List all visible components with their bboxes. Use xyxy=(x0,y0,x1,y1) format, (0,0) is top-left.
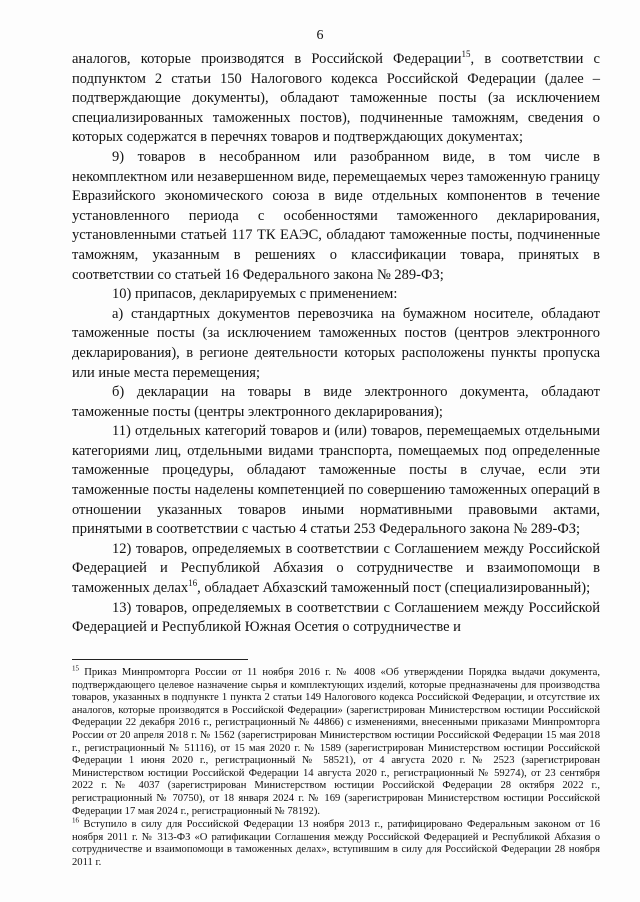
footnote-16 xyxy=(72,816,600,869)
footnote-text: Вступило в силу для Российской Федерации 13 ноября 2013 г., ратифицировано Федеральным законом от 16 ноября 2011 г. № 313-ФЗ «О ратификации Соглашения между Российской Федерацией и Республикой Абхазия о сотрудничестве и взаимопомощи в таможенных делах», вступившим в силу для Российской Федерации 28 ноября 2011 г. xyxy=(72,819,600,868)
paragraph-text-tail: , в соответствии с подпунктом 2 статьи 150 Налогового кодекса Российской Федерации (далее – подтверждающие документы), обладают таможенные посты (за исключением специализированных таможенных постов), подчиненные таможням, сведения о которых содержатся в перечнях товаров и подтверждающих документах; xyxy=(72,51,600,146)
footnote-separator xyxy=(72,659,248,660)
footnotes xyxy=(72,664,600,871)
paragraph-text: аналогов, которые производятся в Российской Федерации xyxy=(72,51,462,67)
footnote-ref-15[interactable]: 15 xyxy=(461,49,471,60)
paragraph-item-13: 13) товаров, определяемых в соответствии с Соглашением между Российской Федерацией и Республикой Южная Осетия о сотрудничестве и xyxy=(72,599,600,636)
document-body xyxy=(72,50,600,638)
paragraph-item-10a: а) стандартных документов перевозчика на бумажном носителе, обладают таможенные посты (за исключением таможенных постов (центров электронного декларирования), в регионе деятельности которых расположены пункты пропуска или иные места перемещения; xyxy=(72,305,600,381)
paragraph-item-12 xyxy=(72,540,600,599)
paragraph-item-9: 9) товаров в несобранном или разобранном виде, в том числе в некомплектном или незавершенном виде, перемещаемых через таможенную границу Евразийского экономического союза в виде отдельных компонентов в течение установленного периода с особенностями таможенного декларирования, установленными статьей 117 ТК ЕАЭС, обладают таможенные посты, подчиненные таможням, указанным в решениях о классификации товара, принятых в соответствии со статьей 16 Федерального закона № 289-ФЗ; xyxy=(72,148,600,283)
paragraph-item-11: 11) отдельных категорий товаров и (или) товаров, перемещаемых отдельными категориями лиц, отдельными видами транспорта, помещаемых под определенные таможенные процедуры, обладают таможенные посты в случае, если эти таможенные посты наделены компетенцией по совершению таможенных операций в отношении указанных товаров иными нормативными правовыми актами, принятыми в соответствии с частью 4 статьи 253 Федерального закона № 289-ФЗ; xyxy=(72,423,600,538)
paragraph-item-10b: б) декларации на товары в виде электронного документа, обладают таможенные посты (центры электронного декларирования); xyxy=(72,384,600,420)
paragraph-item-10: 10) припасов, декларируемых с применением: xyxy=(112,286,398,303)
paragraph-continuation xyxy=(72,50,600,148)
footnote-number: 16 xyxy=(72,816,79,825)
footnote-15 xyxy=(72,664,600,818)
paragraph-text-tail: , обладает Абхазский таможенный пост (специализированный); xyxy=(197,580,591,597)
page-number: 6 xyxy=(316,28,324,43)
footnote-ref-16[interactable]: 16 xyxy=(188,578,198,589)
footnote-number: 15 xyxy=(72,664,79,673)
paragraph-text: 12) товаров, определяемых в соответствии с Соглашением между Российской Федерацией и Республикой Абхазия о сотрудничестве и взаимопомощи в таможенных делах xyxy=(72,540,600,597)
footnote-text: Приказ Минпромторга России от 11 ноября 2016 г. № 4008 «Об утверждении Порядка выдачи документа, подтверждающего целевое назначение сырья и комплектующих изделий, которые предназначены для производства товаров, указанных в подпункте 1 пункта 2 статьи 149 Налогового кодекса Российской Федерации, и отсутствие их аналогов, которые производятся в Российской Федерации» (зарегистрирован Министерством юстиции Российской Федерации 22 декабря 2016 г., регистрационный № 44866) с изменениями, внесенными приказами Минпромторга России от 20 апреля 2018 г. № 1562 (зарегистрирован Министерством юстиции Российской Федерации 15 мая 2018 г., регистрационный № 51116), от 15 мая 2020 г. № 1589 (зарегистрирован Министерством юстиции Российской Федерации 1 июня 2020 г., регистрационный № 58521), от 4 августа 2020 г. № 2523 (зарегистрирован Министерством юстиции Российской Федерации 14 августа 2020 г., регистрационный № 59274), от 23 сентября 2022 г. № 4037 (зарегистрирован Министерством юстиции Российской Федерации 28 октября 2022 г., регистрационный № 70750), от 18 января 2024 г. № 169 (зарегистрирован Министерством юстиции Российской Федерации 17 мая 2024 г., регистрационный № 78192). xyxy=(72,667,600,817)
